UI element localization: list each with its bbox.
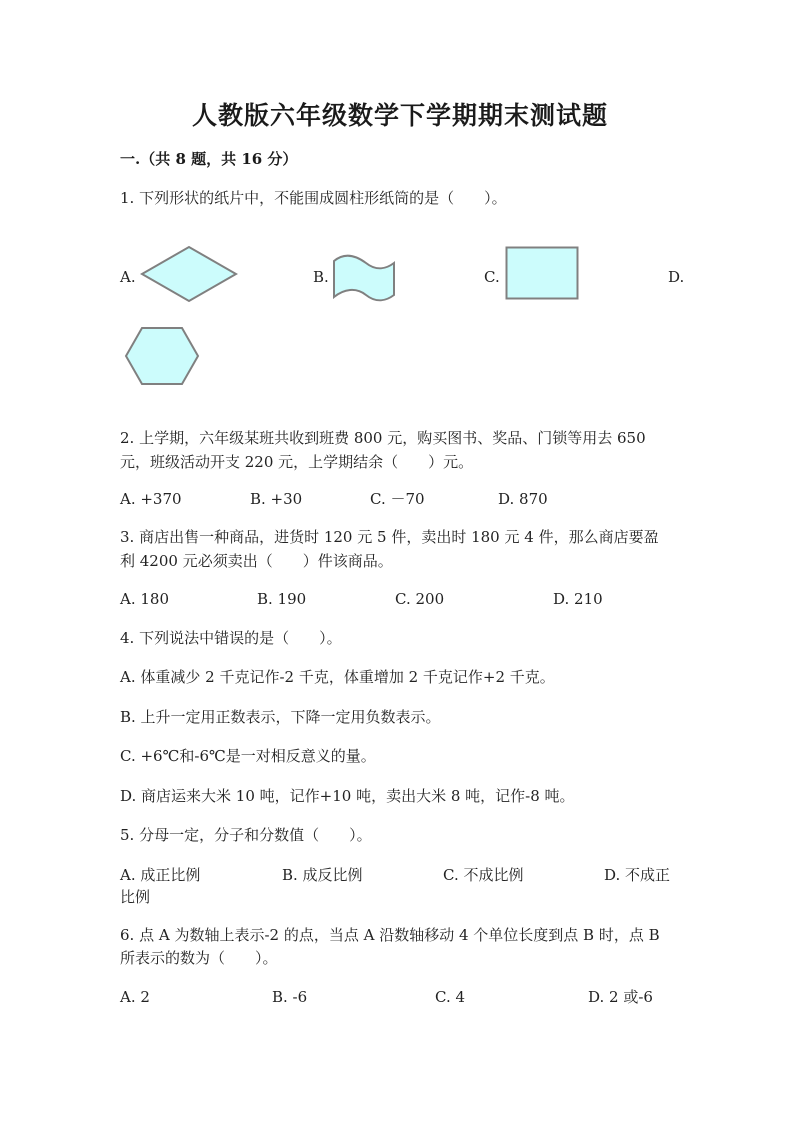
q3-option-d[interactable]: D. 210: [553, 590, 603, 608]
q5-option-a[interactable]: A. 成正比例: [120, 866, 201, 884]
question-6-stem-line-2: 所表示的数为（ ）。: [120, 949, 278, 967]
rhombus-shape: [140, 245, 238, 303]
q5-option-d[interactable]: D. 不成正: [604, 866, 671, 884]
question-3-stem-line-2: 利 4200 元必须卖出（ ）件该商品。: [120, 552, 393, 570]
question-3-stem-line-1: 3. 商店出售一种商品，进货时 120 元 5 件，卖出时 180 元 4 件，那么商店要盈: [120, 528, 659, 546]
q2-option-c[interactable]: C. －70: [370, 490, 425, 508]
question-4-stem: 4. 下列说法中错误的是（ ）。: [120, 629, 342, 647]
q5-option-b[interactable]: B. 成反比例: [282, 866, 363, 884]
page-title: 人教版六年级数学下学期期末测试题: [191, 101, 608, 130]
q1-option-c[interactable]: C.: [484, 268, 500, 286]
question-5-stem: 5. 分母一定，分子和分数值（ ）。: [120, 826, 372, 844]
q6-option-c[interactable]: C. 4: [435, 988, 466, 1006]
q1-option-d[interactable]: D.: [668, 268, 685, 286]
q4-option-a[interactable]: A. 体重减少 2 千克记作-2 千克，体重增加 2 千克记作+2 千克。: [120, 668, 555, 686]
q3-option-a[interactable]: A. 180: [120, 590, 169, 608]
question-6-stem-line-1: 6. 点 A 为数轴上表示-2 的点，当点 A 沿数轴移动 4 个单位长度到点 B 时，点 B: [120, 926, 660, 944]
q3-option-c[interactable]: C. 200: [395, 590, 445, 608]
question-2-stem-line-2: 元，班级活动开支 220 元，上学期结余（ ）元。: [120, 453, 474, 471]
q6-option-a[interactable]: A. 2: [120, 988, 150, 1006]
q4-option-b[interactable]: B. 上升一定用正数表示，下降一定用负数表示。: [120, 708, 441, 726]
q5-option-c[interactable]: C. 不成比例: [443, 866, 524, 884]
q3-option-b[interactable]: B. 190: [257, 590, 307, 608]
q2-option-a[interactable]: A. +370: [120, 490, 182, 508]
q2-option-b[interactable]: B. +30: [250, 490, 303, 508]
wavy-rectangle-shape: [332, 253, 396, 303]
question-1-stem: 1. 下列形状的纸片中，不能围成圆柱形纸筒的是（ ）。: [120, 189, 507, 207]
q2-option-d[interactable]: D. 870: [498, 490, 548, 508]
section-heading: 一.（共 8 题，共 16 分）: [120, 150, 298, 168]
q1-option-b[interactable]: B.: [313, 268, 329, 286]
q6-option-d[interactable]: D. 2 或-6: [588, 988, 653, 1006]
hexagon-shape: [124, 326, 200, 386]
q5-option-d-wrap: 比例: [120, 888, 151, 906]
q4-option-d[interactable]: D. 商店运来大米 10 吨，记作+10 吨，卖出大米 8 吨，记作-8 吨。: [120, 787, 575, 805]
q1-option-a[interactable]: A.: [120, 268, 136, 286]
question-2-stem-line-1: 2. 上学期，六年级某班共收到班费 800 元，购买图书、奖品、门锁等用去 650: [120, 429, 646, 447]
rectangle-shape: [505, 246, 579, 300]
q4-option-c[interactable]: C. +6℃和-6℃是一对相反意义的量。: [120, 747, 376, 765]
q6-option-b[interactable]: B. -6: [272, 988, 308, 1006]
